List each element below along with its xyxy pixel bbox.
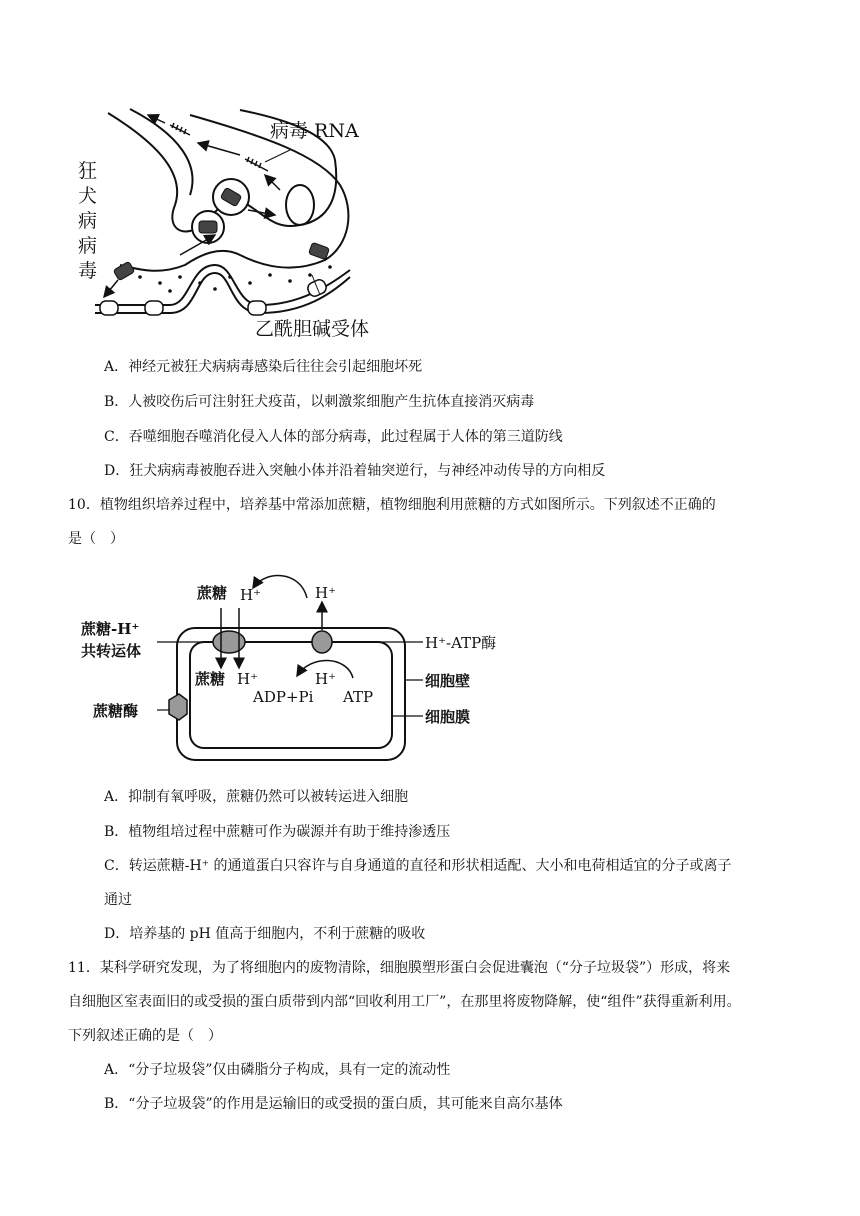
q11-stem-line2: 自细胞区室表面旧的或受损的蛋白质带到内部“回收利用工厂”，在那里将废物降解，使“组件”获得重新利用。 <box>68 994 741 1010</box>
svg-text:病: 病 <box>78 235 98 257</box>
q9-option-b: B．人被咬伤后可注射狂犬疫苗，以刺激浆细胞产生抗体直接消灭病毒 <box>104 394 535 410</box>
q11-stem-line3: 下列叙述正确的是（ ） <box>68 1028 222 1044</box>
h-inside-right-label: H⁺ <box>315 670 336 688</box>
h-top-left-label: H⁺ <box>240 586 261 604</box>
rabies-virus-label <box>78 160 97 282</box>
q10-option-a: A．抑制有氧呼吸，蔗糖仍然可以被转运进入细胞 <box>104 789 409 805</box>
rabies-synapse-figure <box>70 105 410 345</box>
virus-rna-label: 病毒 RNA <box>270 120 359 142</box>
q10-option-b: B．植物组培过程中蔗糖可作为碳源并有助于维持渗透压 <box>104 824 451 840</box>
sucrose-h-cotransporter <box>213 631 245 653</box>
cell-membrane-label: 细胞膜 <box>425 708 471 726</box>
svg-text:犬: 犬 <box>78 185 98 207</box>
q10-stem-line1: 10．植物组织培养过程中，培养基中常添加蔗糖，植物细胞利用蔗糖的方式如图所示。下列叙述不正确的 <box>68 497 716 513</box>
h-top-right-label: H⁺ <box>315 584 336 602</box>
svg-text:毒: 毒 <box>78 260 98 282</box>
invertase-label: 蔗糖酶 <box>93 702 139 720</box>
q11-option-a: A．“分子垃圾袋”仅由磷脂分子构成，具有一定的流动性 <box>104 1062 451 1078</box>
rabies-virus-icons <box>113 179 329 281</box>
q10-option-c-cont: 通过 <box>104 892 132 908</box>
empty-vesicle <box>286 185 314 225</box>
receptor-label: 乙酰胆碱受体 <box>255 318 370 340</box>
atp-label: ATP <box>343 688 374 706</box>
sucrose-inside-label: 蔗糖 <box>195 670 226 688</box>
svg-text:狂: 狂 <box>78 160 98 182</box>
q11-option-b: B．“分子垃圾袋”的作用是运输旧的或受损的蛋白质，其可能来自高尔基体 <box>104 1096 563 1112</box>
cell-wall-label: 细胞壁 <box>425 672 471 690</box>
q10-stem-line2: 是（ ） <box>68 531 124 547</box>
sucrose-top-label: 蔗糖 <box>197 584 228 602</box>
adp-pi-label: ADP+Pi <box>253 688 314 706</box>
q9-option-c: C．吞噬细胞吞噬消化侵入人体的部分病毒，此过程属于人体的第三道防线 <box>104 429 563 445</box>
q10-option-c: C．转运蔗糖-H⁺ 的通道蛋白只容许与自身通道的直径和形状相适配、大小和电荷相适宜的分子或离子 <box>104 858 732 874</box>
h-atpase-label: H⁺-ATP酶 <box>425 634 497 652</box>
sucrose-uptake-figure <box>75 560 525 770</box>
q10-option-d: D．培养基的 pH 值高于细胞内，不利于蔗糖的吸收 <box>104 926 426 942</box>
q11-stem-line1: 11．某科学研究发现，为了将细胞内的废物清除，细胞膜塑形蛋白会促进囊泡（“分子垃圾袋”）形成，将来 <box>68 960 731 976</box>
h-inside-left-label: H⁺ <box>237 670 258 688</box>
q9-option-a: A．神经元被狂犬病病毒感染后往往会引起细胞坏死 <box>104 359 423 375</box>
q9-option-d: D．狂犬病病毒被胞吞进入突触小体并沿着轴突逆行，与神经冲动传导的方向相反 <box>104 463 606 479</box>
h-atpase <box>312 631 332 653</box>
cotransporter-label-line1: 蔗糖-H⁺ <box>81 620 140 638</box>
viral-rna-icons <box>170 123 268 171</box>
invertase <box>169 694 187 720</box>
cotransporter-label-line2: 共转运体 <box>81 642 142 660</box>
svg-text:病: 病 <box>78 210 98 232</box>
